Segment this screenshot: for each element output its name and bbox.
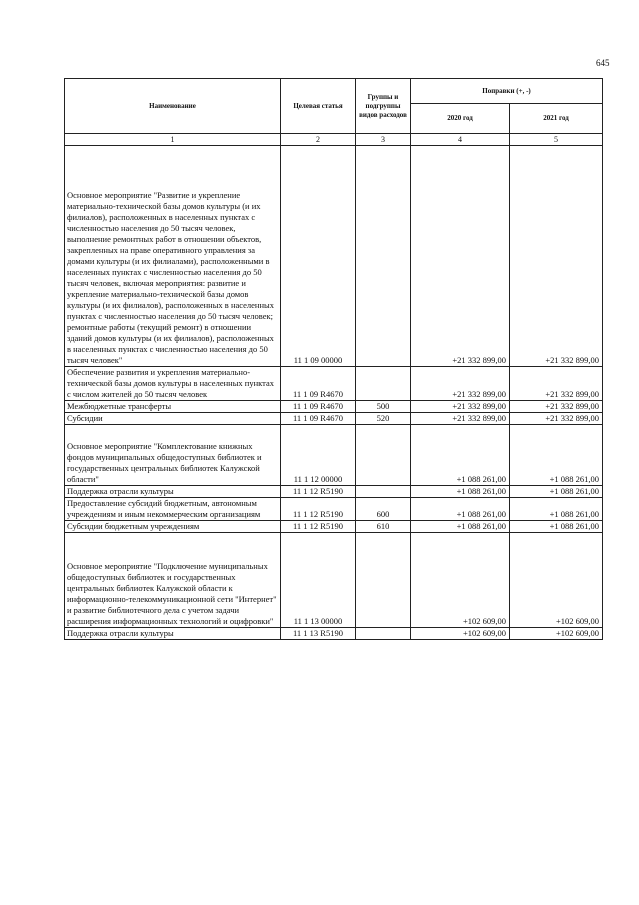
row-amount-2021: +1 088 261,00	[510, 521, 603, 533]
column-number: 1	[65, 134, 281, 146]
row-name: Основное мероприятие "Комплектование книжных фондов муниципальных общедоступных библиотек и государственных центральных библиотек Калужской области"	[65, 425, 281, 486]
table-row	[65, 628, 603, 640]
row-code: 11 1 09 00000	[281, 146, 356, 367]
page-number: 645	[596, 58, 610, 68]
row-group	[356, 425, 411, 486]
row-name: Основное мероприятие "Развитие и укрепление материально-технической базы домов культуры (и их филиалов), расположенных в населенных пунктах с численностью населения до 50 тысяч человек, выполнение ремонтных работ в отношении объектов, закрепленных на праве оперативного управления за домами культуры (и их филиалами), расположенными в населенных пунктах с численностью населения до 50 тысяч человек, включая мероприятия: развитие и укрепление материально-технической базы домов культуры (и их филиалов), расположенных в населенных пунктах с численностью населения до 50 тысяч человек; ремонтные работы (текущий ремонт) в отношении зданий домов культуры (и их филиалов), расположенных в населенных пунктах с численностью населения до 50 тысяч человек"	[65, 146, 281, 367]
row-name: Основное мероприятие "Подключение муниципальных общедоступных библиотек и государственных центральных библиотек Калужской области к информационно-телекоммуникационной сети "Интернет" и развитие библиотечного дела с учетом задачи расширения информационных технологий и оцифровки"	[65, 533, 281, 628]
row-amount-2021: +102 609,00	[510, 533, 603, 628]
table-row	[65, 486, 603, 498]
row-amount-2021: +21 332 899,00	[510, 146, 603, 367]
row-amount-2021: +21 332 899,00	[510, 401, 603, 413]
row-amount-2020: +1 088 261,00	[411, 498, 510, 521]
table-row	[65, 401, 603, 413]
row-group	[356, 628, 411, 640]
table-row	[65, 498, 603, 521]
row-code: 11 1 09 R4670	[281, 401, 356, 413]
column-number: 2	[281, 134, 356, 146]
row-amount-2020: +21 332 899,00	[411, 413, 510, 425]
row-group	[356, 486, 411, 498]
column-number: 3	[356, 134, 411, 146]
row-name: Субсидии	[65, 413, 281, 425]
row-amount-2020: +1 088 261,00	[411, 486, 510, 498]
row-group: 520	[356, 413, 411, 425]
table-row	[65, 425, 603, 486]
row-name: Субсидии бюджетным учреждениям	[65, 521, 281, 533]
budget-table-sheet	[64, 78, 602, 640]
row-amount-2020: +1 088 261,00	[411, 425, 510, 486]
row-group: 610	[356, 521, 411, 533]
row-amount-2020: +21 332 899,00	[411, 146, 510, 367]
column-number: 5	[510, 134, 603, 146]
header-article: Целевая статья	[281, 79, 356, 134]
row-group	[356, 533, 411, 628]
budget-table	[64, 78, 603, 640]
row-name: Обеспечение развития и укрепления материально-технической базы домов культуры в населенных пунктах с числом жителей до 50 тысяч человек	[65, 367, 281, 401]
header-groups: Группы и подгруппы видов расходов	[356, 79, 411, 134]
row-code: 11 1 13 00000	[281, 533, 356, 628]
row-code: 11 1 09 R4670	[281, 413, 356, 425]
row-amount-2021: +102 609,00	[510, 628, 603, 640]
row-amount-2021: +1 088 261,00	[510, 486, 603, 498]
row-amount-2021: +1 088 261,00	[510, 498, 603, 521]
row-amount-2021: +1 088 261,00	[510, 425, 603, 486]
row-code: 11 1 12 R5190	[281, 498, 356, 521]
row-name: Межбюджетные трансферты	[65, 401, 281, 413]
row-amount-2021: +21 332 899,00	[510, 413, 603, 425]
column-number: 4	[411, 134, 510, 146]
row-amount-2020: +1 088 261,00	[411, 521, 510, 533]
table-row	[65, 367, 603, 401]
row-group: 600	[356, 498, 411, 521]
table-row	[65, 533, 603, 628]
header-year-2021: 2021 год	[510, 104, 603, 134]
header-amendments: Поправки (+, -)	[411, 79, 603, 104]
row-code: 11 1 09 R4670	[281, 367, 356, 401]
column-numbers-row	[65, 134, 603, 146]
header-year-2020: 2020 год	[411, 104, 510, 134]
row-amount-2020: +21 332 899,00	[411, 367, 510, 401]
row-code: 11 1 12 R5190	[281, 486, 356, 498]
row-name: Поддержка отрасли культуры	[65, 628, 281, 640]
row-amount-2020: +21 332 899,00	[411, 401, 510, 413]
row-amount-2021: +21 332 899,00	[510, 367, 603, 401]
row-group: 500	[356, 401, 411, 413]
row-amount-2020: +102 609,00	[411, 533, 510, 628]
table-row	[65, 146, 603, 367]
row-code: 11 1 13 R5190	[281, 628, 356, 640]
row-name: Поддержка отрасли культуры	[65, 486, 281, 498]
table-row	[65, 413, 603, 425]
row-group	[356, 146, 411, 367]
row-amount-2020: +102 609,00	[411, 628, 510, 640]
header-name: Наименование	[65, 79, 281, 134]
row-code: 11 1 12 R5190	[281, 521, 356, 533]
row-name: Предоставление субсидий бюджетным, автономным учреждениям и иным некоммерческим организациям	[65, 498, 281, 521]
row-group	[356, 367, 411, 401]
table-row	[65, 521, 603, 533]
row-code: 11 1 12 00000	[281, 425, 356, 486]
